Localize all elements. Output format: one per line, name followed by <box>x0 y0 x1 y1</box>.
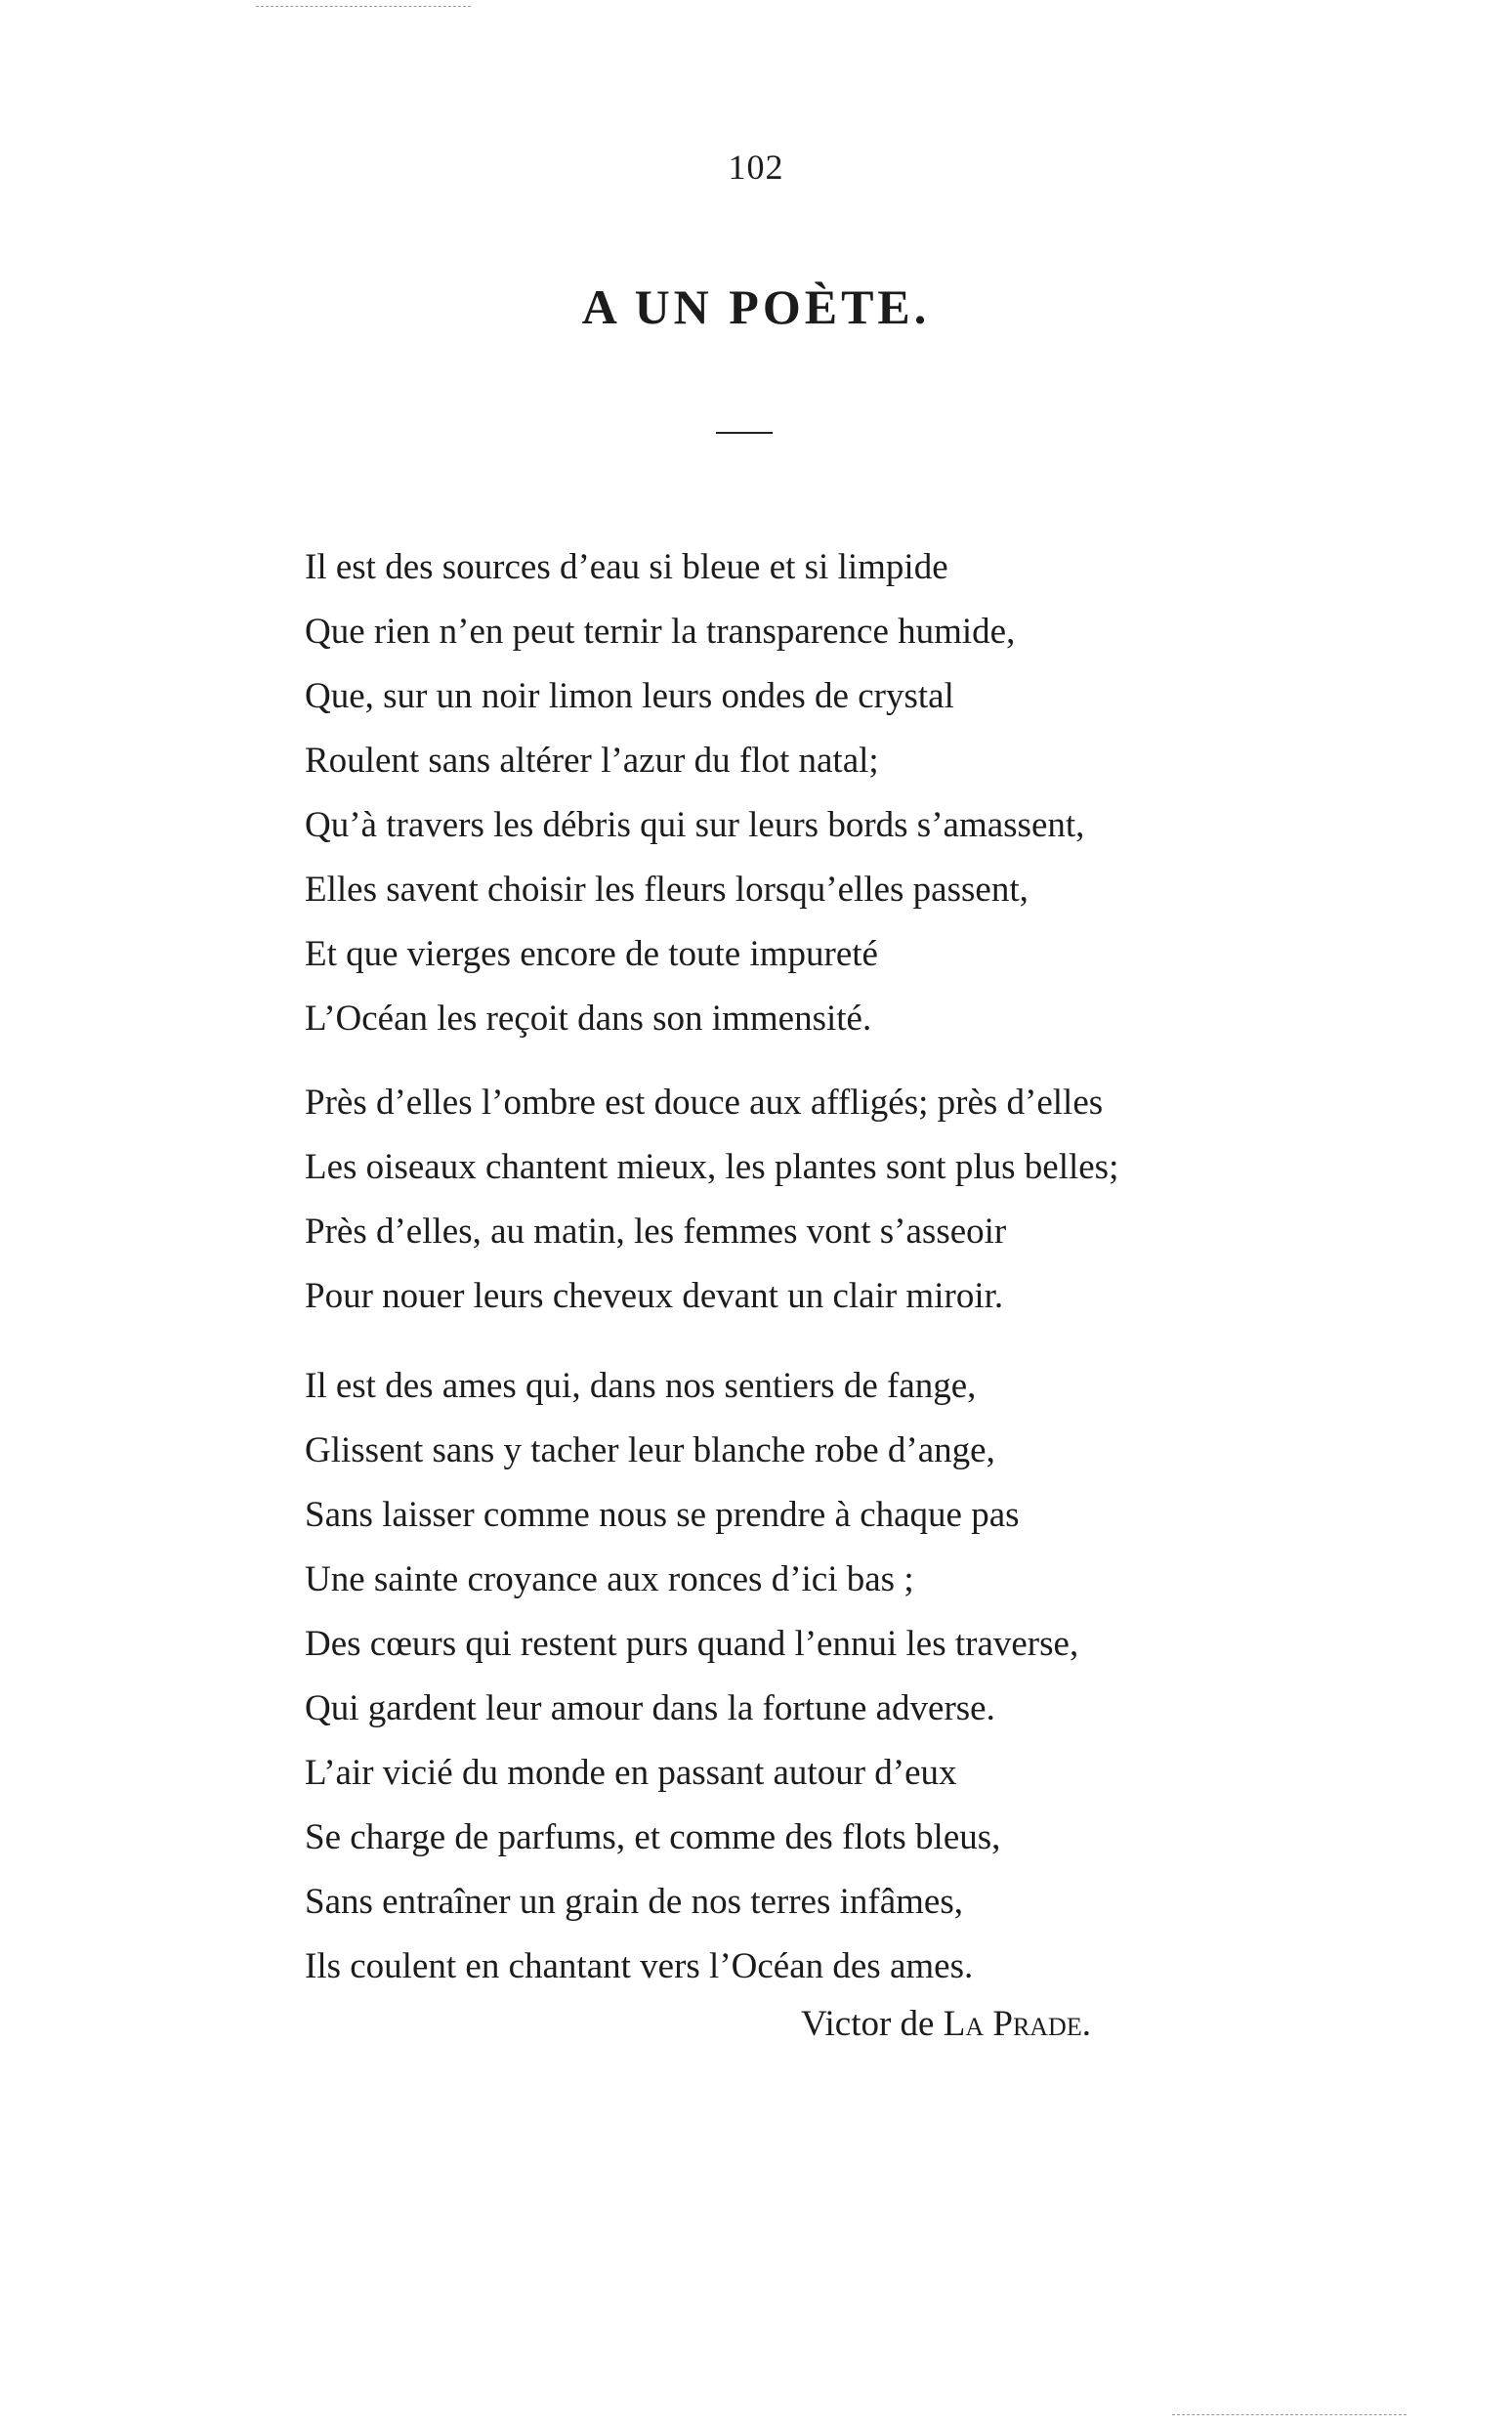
verse-line: Des cœurs qui restent purs quand l’ennui les traverse, <box>305 1624 1079 1664</box>
verse-line: Une sainte croyance aux ronces d’ici bas ; <box>305 1559 914 1599</box>
title-divider <box>716 432 773 434</box>
verse-line: Pour nouer leurs cheveux devant un clair miroir. <box>305 1276 1004 1316</box>
signature-surname: La Prade. <box>943 2004 1091 2044</box>
page-number: 102 <box>728 148 784 187</box>
verse-line: Près d’elles l’ombre est douce aux affligés; près d’elles <box>305 1083 1104 1123</box>
scan-artifact-bottom <box>1172 2414 1407 2415</box>
verse-line: Sans entraîner un grain de nos terres infâmes, <box>305 1882 964 1922</box>
signature-prefix: Victor de <box>801 2004 944 2044</box>
verse-line: Qu’à travers les débris qui sur leurs bords s’amassent, <box>305 805 1085 845</box>
verse-line: Qui gardent leur amour dans la fortune adverse. <box>305 1688 995 1728</box>
stanza-2 <box>305 1071 1281 1329</box>
poem-title: A UN POÈTE. <box>581 279 931 334</box>
stanza-1 <box>305 535 1281 1051</box>
verse-line: Se charge de parfums, et comme des flots bleus, <box>305 1817 1001 1857</box>
verse-line: L’Océan les reçoit dans son immensité. <box>305 999 872 1039</box>
verse-line: Ils coulent en chantant vers l’Océan des ames. <box>305 1946 974 1986</box>
verse-line: Que rien n’en peut ternir la transparence humide, <box>305 612 1016 652</box>
verse-line: Que, sur un noir limon leurs ondes de crystal <box>305 676 954 716</box>
verse-line: L’air vicié du monde en passant autour d’eux <box>305 1753 957 1793</box>
verse-line: Et que vierges encore de toute impureté <box>305 934 878 974</box>
verse-line: Roulent sans altérer l’azur du flot natal; <box>305 741 879 781</box>
stanza-3 <box>305 1354 1281 1999</box>
verse-line: Les oiseaux chantent mieux, les plantes sont plus belles; <box>305 1147 1119 1187</box>
verse-line: Il est des sources d’eau si bleue et si limpide <box>305 547 948 587</box>
verse-line: Elles savent choisir les fleurs lorsqu’elles passent, <box>305 870 1029 910</box>
verse-line: Glissent sans y tacher leur blanche robe d’ange, <box>305 1430 995 1470</box>
verse-line: Il est des ames qui, dans nos sentiers de fange, <box>305 1366 977 1406</box>
verse-line: Près d’elles, au matin, les femmes vont s’asseoir <box>305 1212 1007 1252</box>
scan-artifact-top <box>256 6 471 7</box>
author-signature <box>801 2003 1091 2045</box>
verse-line: Sans laisser comme nous se prendre à chaque pas <box>305 1495 1020 1535</box>
